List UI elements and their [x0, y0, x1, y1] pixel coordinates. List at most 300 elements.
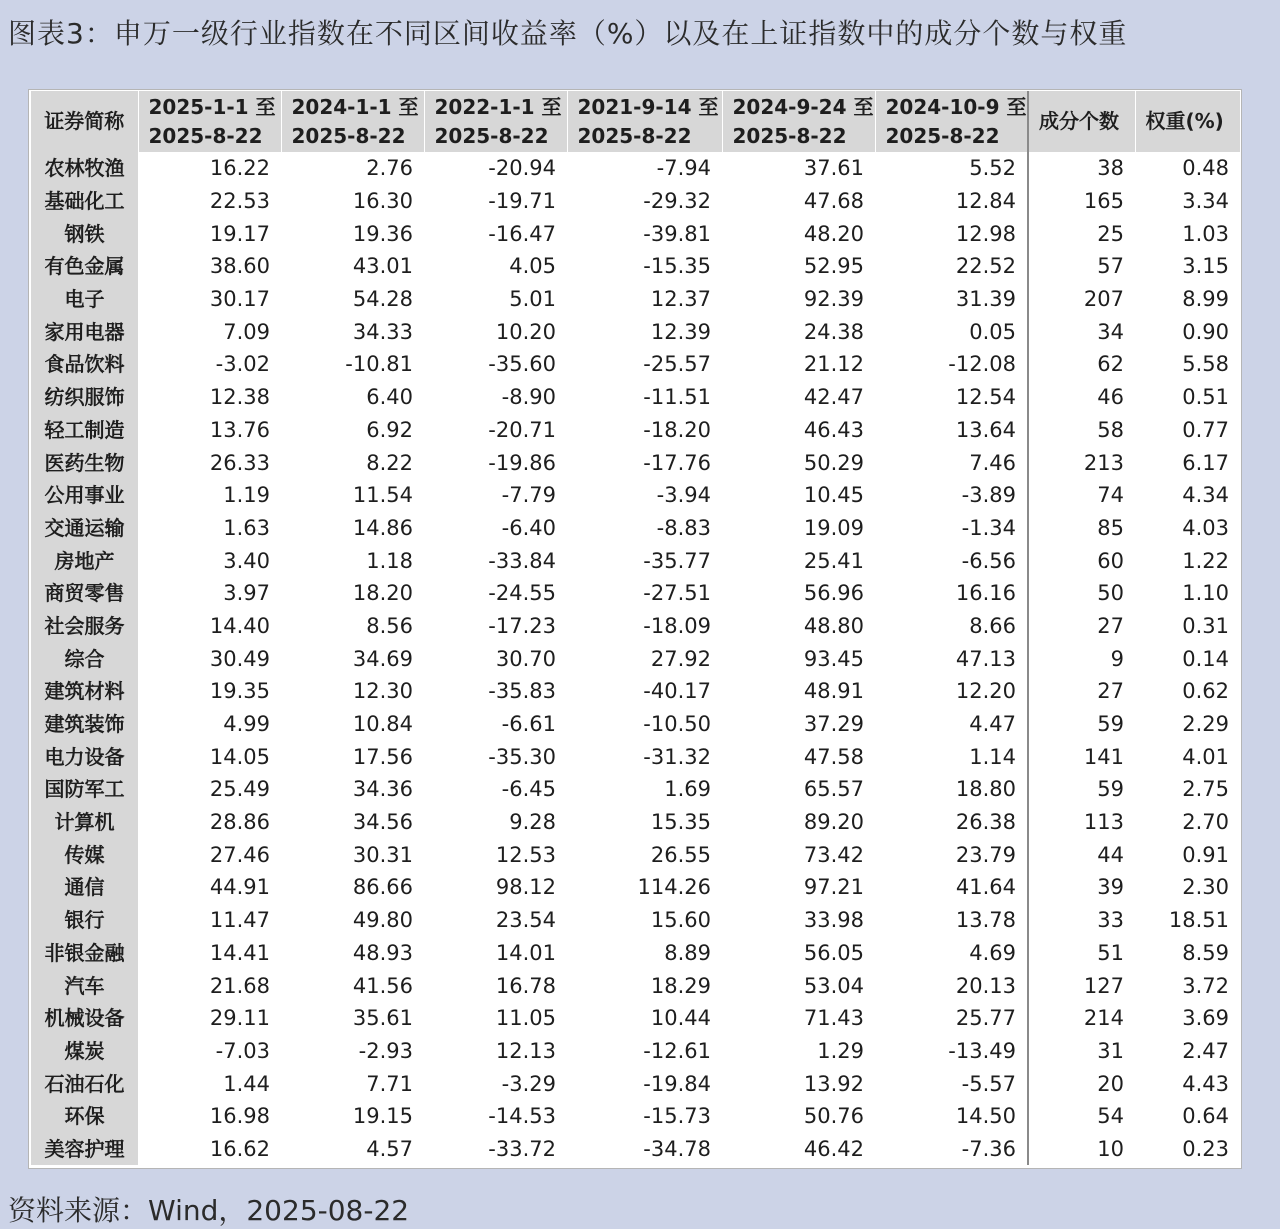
table-cell: 4.34	[1182, 483, 1229, 508]
table-cell: 47.13	[955, 646, 1016, 671]
table-cell: 19.09	[803, 515, 864, 540]
table-cell: 18.51	[1168, 908, 1229, 933]
table-cell: -3.89	[961, 483, 1016, 508]
table-cell: 10.20	[495, 319, 556, 344]
table-cell: 3.34	[1182, 189, 1229, 214]
industry-name-cell: 商贸零售	[31, 577, 138, 610]
table-row	[31, 937, 1240, 970]
header-label: 2024-1-1 至	[291, 94, 419, 119]
table-cell: 73.42	[803, 842, 864, 867]
table-cell: 27	[1028, 610, 1135, 643]
table-cell: 8.66	[969, 613, 1016, 638]
table-row	[31, 969, 1240, 1002]
table-cell: 30.31	[352, 842, 413, 867]
table-cell: 0.14	[1182, 646, 1229, 671]
table-cell: 127	[1028, 969, 1135, 1002]
table-cell: 59	[1028, 708, 1135, 741]
table-cell: 30.17	[209, 287, 270, 312]
table-cell: 3.69	[1182, 1006, 1229, 1031]
table-cell: 3.97	[223, 581, 270, 606]
table-cell: 19.17	[209, 221, 270, 246]
table-cell: -7.79	[501, 483, 556, 508]
table-cell: 114.26	[637, 875, 711, 900]
header-since-2022	[424, 91, 567, 152]
table-cell: 34.56	[352, 810, 413, 835]
industry-name-cell: 计算机	[31, 806, 138, 839]
table-cell: 34	[1028, 315, 1135, 348]
table-cell: 52.95	[803, 254, 864, 279]
table-cell: 15.60	[650, 908, 711, 933]
industry-name-cell: 通信	[31, 871, 138, 904]
table-cell: 26.38	[955, 810, 1016, 835]
table-cell: 19.35	[209, 679, 270, 704]
table-cell: 34.33	[352, 319, 413, 344]
table-cell: 25	[1028, 217, 1135, 250]
table-cell: 30.49	[209, 646, 270, 671]
table-cell: 14.86	[352, 515, 413, 540]
industry-name-cell: 电力设备	[31, 740, 138, 773]
table-cell: 16.62	[209, 1136, 270, 1161]
header-label-end: 2025-8-22	[434, 123, 549, 148]
table-cell: 25.77	[955, 1006, 1016, 1031]
table-cell: -10.50	[643, 712, 711, 737]
table-row	[31, 1035, 1240, 1068]
table-cell: 29.11	[209, 1006, 270, 1031]
table-cell: 34.69	[352, 646, 413, 671]
table-cell: 1.10	[1182, 581, 1229, 606]
table-cell: 4.57	[366, 1136, 413, 1161]
table-cell: 9	[1028, 642, 1135, 675]
table-cell: 50.76	[803, 1104, 864, 1129]
table-cell: 1.03	[1182, 221, 1229, 246]
table-cell: 39	[1028, 871, 1135, 904]
table-cell: 59	[1028, 773, 1135, 806]
table-cell: -35.60	[488, 352, 556, 377]
table-cell: -7.03	[215, 1038, 270, 1063]
table-cell: 1.44	[223, 1071, 270, 1096]
industry-name-cell: 食品饮料	[31, 348, 138, 381]
table-cell: 7.46	[969, 450, 1016, 475]
table-cell: 92.39	[803, 287, 864, 312]
table-row	[31, 185, 1240, 218]
table-cell: 6.40	[366, 385, 413, 410]
table-cell: 26.55	[650, 842, 711, 867]
table-row	[31, 642, 1240, 675]
table-cell: -3.94	[656, 483, 711, 508]
table-cell: 9.28	[509, 810, 556, 835]
table-cell: 3.15	[1182, 254, 1229, 279]
table-cell: 0.23	[1182, 1136, 1229, 1161]
table-cell: 4.47	[969, 712, 1016, 737]
table-cell: -39.81	[643, 221, 711, 246]
table-cell: -11.51	[643, 385, 711, 410]
table-cell: -31.32	[643, 744, 711, 769]
table-cell: -16.47	[488, 221, 556, 246]
table-cell: 12.39	[650, 319, 711, 344]
table-cell: 23.54	[495, 908, 556, 933]
header-name	[31, 91, 138, 152]
table-row	[31, 708, 1240, 741]
header-weight	[1135, 91, 1240, 152]
table-cell: 1.18	[366, 548, 413, 573]
table-row	[31, 1133, 1240, 1166]
table-row	[31, 904, 1240, 937]
table-row	[31, 675, 1240, 708]
table-cell: 46.43	[803, 417, 864, 442]
table-cell: -3.02	[215, 352, 270, 377]
table-cell: 22.53	[209, 189, 270, 214]
table-cell: 21.12	[803, 352, 864, 377]
industry-name-cell: 传媒	[31, 838, 138, 871]
table-cell: 3.40	[223, 548, 270, 573]
industry-returns-table	[31, 91, 1240, 1165]
table-cell: -35.83	[488, 679, 556, 704]
table-cell: -18.09	[643, 613, 711, 638]
table-cell: 1.69	[664, 777, 711, 802]
table-cell: 85	[1028, 512, 1135, 545]
table-cell: 5.01	[509, 287, 556, 312]
table-row	[31, 250, 1240, 283]
table-cell: 17.56	[352, 744, 413, 769]
table-cell: 16.22	[209, 156, 270, 181]
industry-name-cell: 房地产	[31, 544, 138, 577]
table-row	[31, 740, 1240, 773]
table-cell: 14.01	[495, 940, 556, 965]
table-cell: 0.05	[969, 319, 1016, 344]
table-cell: 0.77	[1182, 417, 1229, 442]
table-row	[31, 773, 1240, 806]
table-cell: 8.99	[1182, 287, 1229, 312]
table-cell: -13.49	[948, 1038, 1016, 1063]
table-cell: 48.93	[352, 940, 413, 965]
table-cell: 4.69	[969, 940, 1016, 965]
table-cell: 44	[1028, 838, 1135, 871]
table-cell: 8.22	[366, 450, 413, 475]
table-cell: 11.05	[495, 1006, 556, 1031]
table-cell: 3.72	[1182, 973, 1229, 998]
industry-name-cell: 煤炭	[31, 1035, 138, 1068]
table-row	[31, 806, 1240, 839]
table-row	[31, 479, 1240, 512]
table-cell: 6.92	[366, 417, 413, 442]
table-cell: -15.35	[643, 254, 711, 279]
table-cell: 0.51	[1182, 385, 1229, 410]
table-cell: 54.28	[352, 287, 413, 312]
table-cell: 5.58	[1182, 352, 1229, 377]
table-cell: 53.04	[803, 973, 864, 998]
table-cell: 0.62	[1182, 679, 1229, 704]
table-cell: 13.76	[209, 417, 270, 442]
header-ytd-2025	[138, 91, 281, 152]
header-label-end: 2025-8-22	[885, 123, 1000, 148]
table-cell: 214	[1028, 1002, 1135, 1035]
table-cell: 4.99	[223, 712, 270, 737]
table-cell: 46.42	[803, 1136, 864, 1161]
table-cell: -19.86	[488, 450, 556, 475]
industry-name-cell: 公用事业	[31, 479, 138, 512]
industry-name-cell: 电子	[31, 283, 138, 316]
table-cell: 1.63	[223, 515, 270, 540]
table-cell: -3.29	[501, 1071, 556, 1096]
table-cell: -12.08	[948, 352, 1016, 377]
table-cell: 1.29	[817, 1038, 864, 1063]
table-cell: 51	[1028, 937, 1135, 970]
table-cell: -25.57	[643, 352, 711, 377]
industry-name-cell: 轻工制造	[31, 414, 138, 447]
table-cell: -15.73	[643, 1104, 711, 1129]
industry-name-cell: 基础化工	[31, 185, 138, 218]
table-cell: 24.38	[803, 319, 864, 344]
table-cell: 5.52	[969, 156, 1016, 181]
table-cell: 50	[1028, 577, 1135, 610]
table-row	[31, 512, 1240, 545]
table-cell: 113	[1028, 806, 1135, 839]
industry-name-cell: 有色金属	[31, 250, 138, 283]
table-cell: 44.91	[209, 875, 270, 900]
table-cell: 18.80	[955, 777, 1016, 802]
table-cell: 38.60	[209, 254, 270, 279]
table-row	[31, 152, 1240, 185]
header-label-end: 2025-8-22	[577, 123, 692, 148]
table-cell: -19.84	[643, 1071, 711, 1096]
table-cell: -33.84	[488, 548, 556, 573]
table-cell: 14.40	[209, 613, 270, 638]
table-cell: -12.61	[643, 1038, 711, 1063]
table-cell: 71.43	[803, 1006, 864, 1031]
header-label-end: 2025-8-22	[148, 123, 263, 148]
table-cell: 7.09	[223, 319, 270, 344]
table-cell: 35.61	[352, 1006, 413, 1031]
table-cell: 2.76	[366, 156, 413, 181]
header-label: 2022-1-1 至	[434, 94, 562, 119]
table-cell: 213	[1028, 446, 1135, 479]
industry-name-cell: 农林牧渔	[31, 152, 138, 185]
table-cell: 62	[1028, 348, 1135, 381]
table-cell: 93.45	[803, 646, 864, 671]
table-cell: 8.59	[1182, 940, 1229, 965]
table-cell: 18.20	[352, 581, 413, 606]
table-cell: 12.30	[352, 679, 413, 704]
table-cell: 43.01	[352, 254, 413, 279]
table-cell: -6.56	[961, 548, 1016, 573]
table-cell: 12.38	[209, 385, 270, 410]
source-note: 资料来源：Wind，2025-08-22	[8, 1194, 410, 1227]
table-cell: -20.94	[488, 156, 556, 181]
table-cell: 13.92	[803, 1071, 864, 1096]
table-cell: 4.43	[1182, 1071, 1229, 1096]
table-cell: 0.91	[1182, 842, 1229, 867]
table-cell: -2.93	[358, 1038, 413, 1063]
table-row	[31, 1067, 1240, 1100]
table-row	[31, 871, 1240, 904]
table-cell: 86.66	[352, 875, 413, 900]
table-cell: -18.20	[643, 417, 711, 442]
table-cell: 37.29	[803, 712, 864, 737]
table-row	[31, 1100, 1240, 1133]
industry-name-cell: 建筑装饰	[31, 708, 138, 741]
header-since-2024-9-24	[722, 91, 875, 152]
table-cell: 25.49	[209, 777, 270, 802]
table-row	[31, 283, 1240, 316]
industry-name-cell: 家用电器	[31, 315, 138, 348]
table-cell: 10.84	[352, 712, 413, 737]
table-body	[31, 152, 1240, 1165]
header-label-end: 2025-8-22	[732, 123, 847, 148]
table-cell: 11.54	[352, 483, 413, 508]
industry-name-cell: 医药生物	[31, 446, 138, 479]
header-since-2024-10-9	[875, 91, 1028, 152]
table-cell: -8.83	[656, 515, 711, 540]
industry-name-cell: 银行	[31, 904, 138, 937]
industry-name-cell: 建筑材料	[31, 675, 138, 708]
table-cell: 14.50	[955, 1104, 1016, 1129]
table-cell: 54	[1028, 1100, 1135, 1133]
industry-name-cell: 美容护理	[31, 1133, 138, 1166]
table-row	[31, 610, 1240, 643]
table-cell: 27	[1028, 675, 1135, 708]
industry-name-cell: 环保	[31, 1100, 138, 1133]
table-cell: -33.72	[488, 1136, 556, 1161]
industry-name-cell: 综合	[31, 642, 138, 675]
table-cell: 16.16	[955, 581, 1016, 606]
table-cell: 207	[1028, 283, 1135, 316]
table-cell: 1.14	[969, 744, 1016, 769]
table-cell: 23.79	[955, 842, 1016, 867]
table-row	[31, 446, 1240, 479]
table-cell: -7.36	[961, 1136, 1016, 1161]
table-cell: 4.05	[509, 254, 556, 279]
table-cell: 12.20	[955, 679, 1016, 704]
table-row	[31, 1002, 1240, 1035]
table-row	[31, 381, 1240, 414]
header-label: 2024-10-9 至	[885, 94, 1027, 119]
header-label: 证券简称	[44, 109, 125, 133]
industry-name-cell: 社会服务	[31, 610, 138, 643]
industry-name-cell: 纺织服饰	[31, 381, 138, 414]
header-since-2021-9-14	[567, 91, 722, 152]
table-cell: 22.52	[955, 254, 1016, 279]
table-cell: 50.29	[803, 450, 864, 475]
table-cell: -29.32	[643, 189, 711, 214]
table-cell: 12.37	[650, 287, 711, 312]
table-cell: 98.12	[495, 875, 556, 900]
industry-name-cell: 石油石化	[31, 1067, 138, 1100]
table-cell: 57	[1028, 250, 1135, 283]
industry-name-cell: 钢铁	[31, 217, 138, 250]
table-cell: 20.13	[955, 973, 1016, 998]
table-cell: 28.86	[209, 810, 270, 835]
table-cell: 15.35	[650, 810, 711, 835]
header-since-2024	[281, 91, 424, 152]
table-cell: 33	[1028, 904, 1135, 937]
table-cell: 49.80	[352, 908, 413, 933]
table-cell: 0.90	[1182, 319, 1229, 344]
industry-name-cell: 交通运输	[31, 512, 138, 545]
table-cell: 13.78	[955, 908, 1016, 933]
table-cell: 2.75	[1182, 777, 1229, 802]
table-cell: 25.41	[803, 548, 864, 573]
table-cell: 11.47	[209, 908, 270, 933]
table-cell: -6.40	[501, 515, 556, 540]
industry-name-cell: 非银金融	[31, 937, 138, 970]
table-cell: -6.61	[501, 712, 556, 737]
table-cell: -35.30	[488, 744, 556, 769]
table-cell: 16.78	[495, 973, 556, 998]
table-cell: 47.58	[803, 744, 864, 769]
table-row	[31, 838, 1240, 871]
table-cell: 6.17	[1182, 450, 1229, 475]
table-cell: 2.29	[1182, 712, 1229, 737]
table-cell: -6.45	[501, 777, 556, 802]
table-cell: 4.01	[1182, 744, 1229, 769]
table-cell: 74	[1028, 479, 1135, 512]
table-cell: 48.91	[803, 679, 864, 704]
table-cell: 31	[1028, 1035, 1135, 1068]
table-cell: -19.71	[488, 189, 556, 214]
table-cell: 165	[1028, 185, 1135, 218]
table-cell: 60	[1028, 544, 1135, 577]
industry-name-cell: 汽车	[31, 969, 138, 1002]
table-cell: -24.55	[488, 581, 556, 606]
figure-title: 图表3：申万一级行业指数在不同区间收益率（%）以及在上证指数中的成分个数与权重	[8, 17, 1128, 50]
table-cell: 1.22	[1182, 548, 1229, 573]
table-cell: 56.96	[803, 581, 864, 606]
table-cell: -14.53	[488, 1104, 556, 1129]
table-cell: 16.98	[209, 1104, 270, 1129]
table-cell: 56.05	[803, 940, 864, 965]
table-cell: 65.57	[803, 777, 864, 802]
table-cell: 10.44	[650, 1006, 711, 1031]
table-cell: 38	[1028, 152, 1135, 185]
table-cell: -17.76	[643, 450, 711, 475]
table-cell: 13.64	[955, 417, 1016, 442]
table-cell: 10.45	[803, 483, 864, 508]
table-cell: 19.36	[352, 221, 413, 246]
table-cell: 12.84	[955, 189, 1016, 214]
table-cell: -27.51	[643, 581, 711, 606]
table-row	[31, 577, 1240, 610]
table-row	[31, 348, 1240, 381]
table-cell: 0.31	[1182, 613, 1229, 638]
table-cell: 58	[1028, 414, 1135, 447]
table-cell: 19.15	[352, 1104, 413, 1129]
table-cell: 0.64	[1182, 1104, 1229, 1129]
header-label: 2025-1-1 至	[148, 94, 276, 119]
table-cell: -8.90	[501, 385, 556, 410]
table-cell: 141	[1028, 740, 1135, 773]
table-cell: 31.39	[955, 287, 1016, 312]
table-header-row	[31, 91, 1240, 152]
table-cell: 34.36	[352, 777, 413, 802]
industry-name-cell: 机械设备	[31, 1002, 138, 1035]
table-cell: -20.71	[488, 417, 556, 442]
table-cell: 42.47	[803, 385, 864, 410]
table-cell: 21.68	[209, 973, 270, 998]
table-cell: -34.78	[643, 1136, 711, 1161]
table-cell: 0.48	[1182, 156, 1229, 181]
header-label: 权重(%)	[1145, 109, 1224, 133]
table-row	[31, 414, 1240, 447]
table-cell: 2.30	[1182, 875, 1229, 900]
table-cell: 8.56	[366, 613, 413, 638]
table-cell: 16.30	[352, 189, 413, 214]
table-cell: 46	[1028, 381, 1135, 414]
table-cell: 8.89	[664, 940, 711, 965]
table-cell: 27.92	[650, 646, 711, 671]
table-cell: 12.13	[495, 1038, 556, 1063]
header-label: 成分个数	[1039, 109, 1119, 133]
table-cell: 20	[1028, 1067, 1135, 1100]
